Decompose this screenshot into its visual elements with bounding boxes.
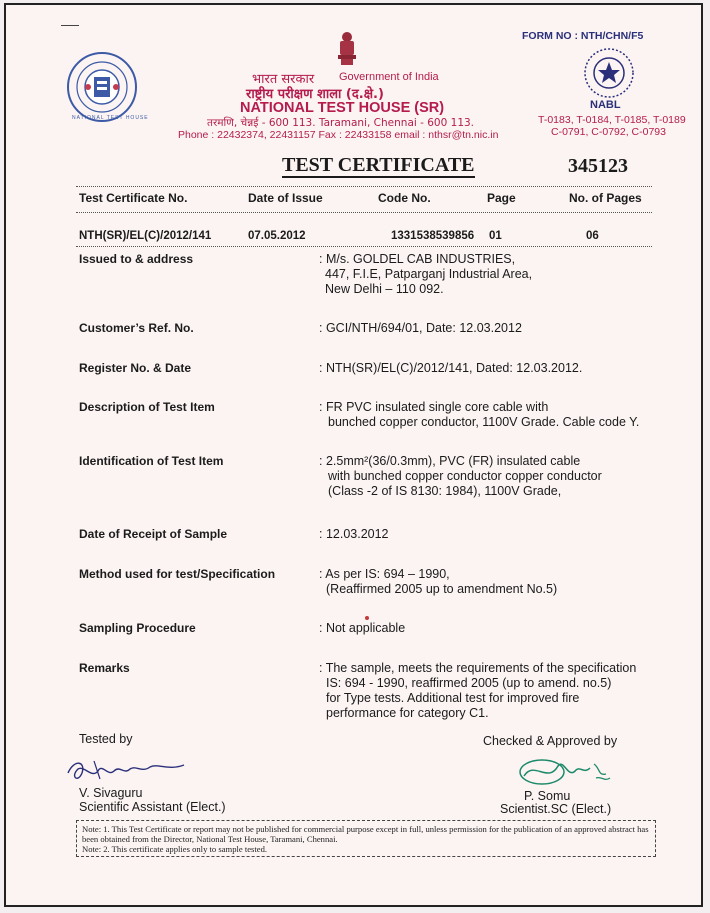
- nth-logo-icon: [66, 51, 138, 123]
- value-description-line2: bunched copper conductor, 1100V Grade. Cable code Y.: [328, 415, 640, 429]
- hindi-nth-text: राष्ट्रीय परीक्षण शाला (द.क्षे.): [246, 87, 384, 102]
- table-mid-rule: [76, 212, 652, 213]
- label-method: Method used for test/Specification: [79, 567, 276, 581]
- label-register-no: Register No. & Date: [79, 361, 192, 375]
- label-remarks: Remarks: [79, 661, 130, 675]
- institution-contact: Phone : 22432374, 22431157 Fax : 22433158 email : nthsr@tn.nic.in: [178, 129, 499, 141]
- value-issued-to-line2: 447, F.I.E, Patparganj Industrial Area,: [325, 267, 533, 281]
- value-remarks-line3: for Type tests. Additional test for improved fire: [326, 691, 580, 705]
- label-description: Description of Test Item: [79, 400, 215, 414]
- nabl-label: NABL: [590, 99, 621, 111]
- nabl-logo-icon: [579, 47, 639, 99]
- label-sampling: Sampling Procedure: [79, 621, 196, 635]
- col-header-no-pages: No. of Pages: [569, 191, 642, 205]
- value-remarks-line1: : The sample, meets the requirements of the specification: [319, 661, 637, 675]
- value-description-line1: : FR PVC insulated single core cable with: [319, 400, 549, 414]
- tester-name: V. Sivaguru: [79, 786, 143, 800]
- label-receipt-date: Date of Receipt of Sample: [79, 527, 228, 541]
- value-identification-line1: : 2.5mm²(36/0.3mm), PVC (FR) insulated cable: [319, 454, 581, 468]
- col-header-page: Page: [487, 191, 516, 205]
- note-1: Note: 1. This Test Certificate or report may not be published for commercial purpose except in full, unless permission for the publication of an approved abstract has been obtained from the Director, National Test House, Taramani, Chennai.: [82, 824, 649, 844]
- form-number: FORM NO : NTH/CHN/F5: [522, 30, 644, 42]
- table-top-rule: [76, 186, 652, 187]
- value-issued-to-line1: : M/s. GOLDEL CAB INDUSTRIES,: [319, 252, 516, 266]
- nth-logo-text: NATIONAL TEST HOUSE: [72, 115, 149, 121]
- cell-no-pages: 06: [586, 230, 599, 242]
- corner-mark: [61, 25, 79, 26]
- certificate-number: 345123: [568, 155, 628, 177]
- value-issued-to-line3: New Delhi – 110 092.: [325, 282, 444, 296]
- nabl-codes-line2: C-0791, C-0792, C-0793: [551, 126, 666, 138]
- institution-title: NATIONAL TEST HOUSE (SR): [240, 100, 445, 116]
- tester-title: Scientific Assistant (Elect.): [79, 800, 226, 814]
- tester-signature-icon: [64, 753, 194, 785]
- note-2: Note: 2. This certificate applies only to sample tested.: [82, 844, 268, 854]
- cell-code-no: 1331538539856: [391, 230, 475, 242]
- cell-page: 01: [489, 230, 502, 242]
- emblem-icon: [335, 31, 359, 67]
- checked-by-label: Checked & Approved by: [483, 734, 618, 748]
- label-customer-ref: Customer’s Ref. No.: [79, 321, 194, 335]
- certificate-sheet: [4, 3, 703, 907]
- table-bottom-rule: [76, 246, 652, 247]
- value-sampling: : Not applicable: [319, 621, 406, 635]
- col-header-cert-no: Test Certificate No.: [79, 191, 188, 205]
- cell-date-issue: 07.05.2012: [248, 230, 306, 242]
- label-issued-to: Issued to & address: [79, 252, 194, 266]
- approver-signature-icon: [514, 754, 614, 788]
- value-customer-ref: : GCI/NTH/694/01, Date: 12.03.2012: [319, 321, 522, 335]
- cell-cert-no: NTH(SR)/EL(C)/2012/141: [79, 230, 212, 242]
- value-remarks-line4: performance for category C1.: [326, 706, 489, 720]
- approver-title: Scientist.SC (Elect.): [500, 802, 612, 816]
- col-header-date-issue: Date of Issue: [248, 191, 323, 205]
- ink-dot: [365, 616, 369, 620]
- institution-address: तरमणि, चेन्नई - 600 113. Taramani, Chennai - 600 113.: [207, 117, 475, 129]
- value-method-line1: : As per IS: 694 – 1990,: [319, 567, 450, 581]
- nabl-codes-line1: T-0183, T-0184, T-0185, T-0189: [538, 114, 686, 126]
- col-header-code-no: Code No.: [378, 191, 431, 205]
- value-register-no: : NTH(SR)/EL(C)/2012/141, Dated: 12.03.2012.: [319, 361, 583, 375]
- value-identification-line2: with bunched copper conductor copper conductor: [328, 469, 602, 483]
- value-identification-line3: (Class -2 of IS 8130: 1984), 1100V Grade,: [328, 484, 562, 498]
- value-receipt-date: : 12.03.2012: [319, 527, 389, 541]
- hindi-government-text: भारत सरकार: [252, 72, 315, 87]
- label-identification: Identification of Test Item: [79, 454, 224, 468]
- approver-name: P. Somu: [524, 789, 571, 803]
- notes-box: [76, 820, 656, 857]
- document-title: TEST CERTIFICATE: [282, 154, 475, 176]
- value-method-line2: (Reaffirmed 2005 up to amendment No.5): [326, 582, 558, 596]
- government-of-india-text: Government of India: [339, 71, 439, 83]
- tested-by-label: Tested by: [79, 732, 133, 746]
- value-remarks-line2: IS: 694 - 1990, reaffirmed 2005 (up to amend. no.5): [326, 676, 612, 690]
